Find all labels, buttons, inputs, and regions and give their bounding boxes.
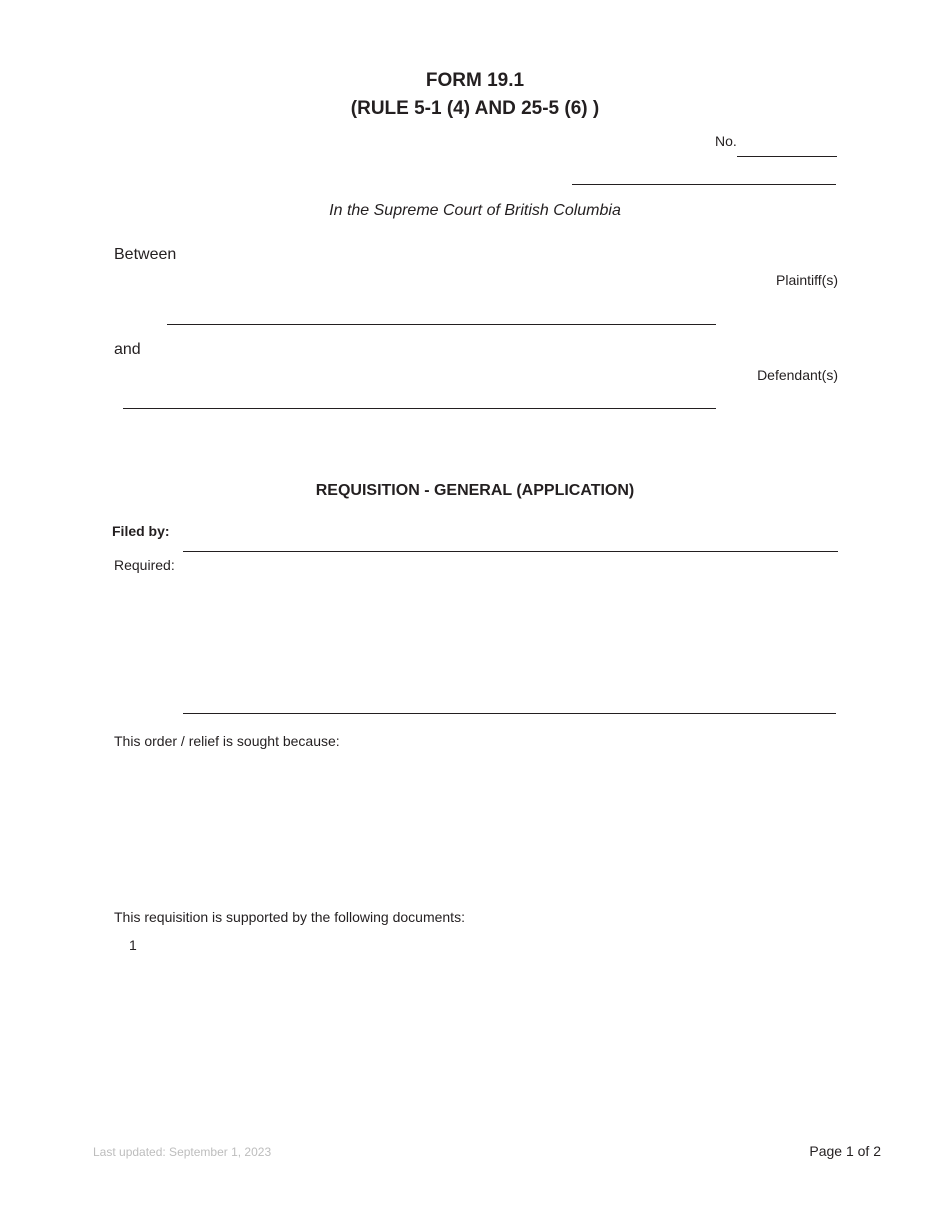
requisition-title: REQUISITION - GENERAL (APPLICATION) xyxy=(315,482,635,499)
defendant-field[interactable] xyxy=(123,408,716,409)
document-field[interactable] xyxy=(145,935,835,955)
registry-field[interactable] xyxy=(572,184,836,185)
reason-label: This order / relief is sought because: xyxy=(114,733,340,749)
court-name: In the Supreme Court of British Columbia xyxy=(329,202,621,219)
reason-field[interactable] xyxy=(114,758,836,898)
filed-by-field[interactable] xyxy=(183,551,838,552)
last-updated: Last updated: September 1, 2023 xyxy=(93,1145,272,1159)
rule-reference: (RULE 5-1 (4) AND 25-5 (6) ) xyxy=(350,98,600,119)
documents-label: This requisition is supported by the following documents: xyxy=(114,909,465,925)
no-field[interactable] xyxy=(737,156,837,157)
between-label: Between xyxy=(114,246,177,263)
filed-by-label: Filed by: xyxy=(112,523,170,539)
plaintiff-field[interactable] xyxy=(167,324,716,325)
document-number: 1 xyxy=(129,937,137,953)
required-label: Required: xyxy=(114,557,175,573)
plaintiff-label: Plaintiff(s) xyxy=(776,272,838,288)
required-field[interactable] xyxy=(183,713,836,714)
and-label: and xyxy=(114,341,141,358)
page-indicator: Page 1 of 2 xyxy=(809,1143,881,1159)
no-label: No. xyxy=(715,133,737,149)
defendant-label: Defendant(s) xyxy=(757,367,838,383)
form-number: FORM 19.1 xyxy=(425,70,525,91)
